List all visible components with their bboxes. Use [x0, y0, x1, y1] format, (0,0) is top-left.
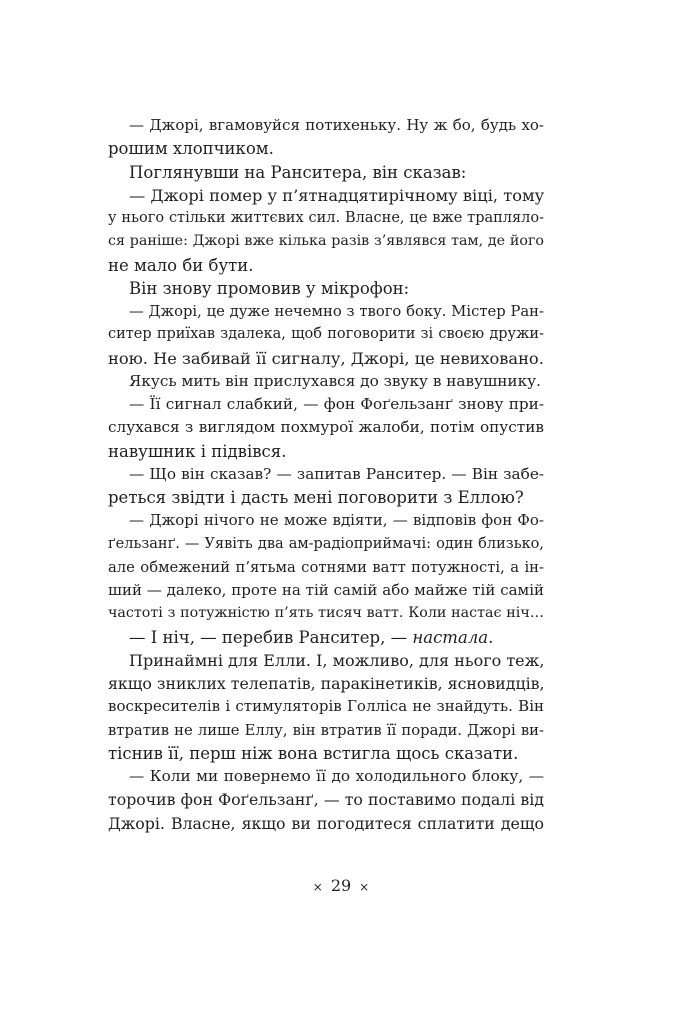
text-line	[108, 672, 544, 695]
text-line	[108, 370, 544, 393]
text-line	[108, 649, 544, 672]
text-line	[108, 719, 544, 742]
line-text: Він знову промовив у мікрофон:	[129, 278, 410, 298]
page-footer	[0, 876, 682, 897]
line-text: ґельзанґ. — Уявіть два ам-радіоприймачі: один близько,	[108, 535, 544, 552]
line-text: слухався з виглядом похмурої жалоби, потім опустив	[108, 418, 544, 437]
page-number: 29	[330, 876, 352, 895]
line-text: у нього стільки життєвих сил. Власне, це вже траплялo-	[108, 210, 544, 226]
body-text	[108, 114, 544, 835]
line-text: рошим хлопчиком.	[108, 139, 274, 159]
text-line	[108, 440, 544, 463]
line-text: — Її сигнал слабкий, — фон Фоґельзанґ знову при-	[129, 395, 544, 413]
footer-right-mark: ×	[359, 880, 370, 894]
line-text: воскресителів і стимуляторів Голліса не знайдуть. Він	[108, 697, 544, 716]
text-line	[108, 277, 544, 300]
line-text: частоті з потужністю п’ять тисяч ватт. Коли настає ніч…	[108, 605, 544, 622]
line-text: тіснив її, перш ніж вона встигла щось сказати.	[108, 743, 519, 763]
line-text: ною. Не забивай її сигналу, Джорі, це невиховано.	[108, 348, 544, 368]
line-text: — Джорі, це дуже нечемно з твого боку. Містер Ран-	[129, 303, 544, 320]
text-line	[108, 416, 544, 439]
footer-left-mark: ×	[312, 880, 323, 894]
text-line	[108, 788, 544, 811]
line-text: — Коли ми повернемо її до холодильного блоку, —	[129, 767, 544, 785]
italic-emphasis: настала	[412, 627, 489, 647]
text-line	[108, 626, 544, 649]
text-line	[108, 184, 544, 207]
line-text: але обмежений п’ятьма сотнями ватт потужності, а ін-	[108, 558, 544, 576]
text-line	[108, 742, 544, 765]
line-text: — Що він сказав? — запитав Ранситер. — Він забе-	[129, 464, 544, 483]
line-text: Принаймні для Елли. І, можливо, для нього теж,	[129, 650, 545, 670]
text-line	[108, 323, 544, 346]
line-text: якщо зниклих телепатів, паракінетиків, ясновидців,	[108, 674, 545, 693]
text-line	[108, 114, 544, 137]
line-text: Джорі. Власне, якщо ви погодитеся сплатити дещо	[108, 813, 544, 833]
line-text: навушник і підвівся.	[108, 441, 287, 461]
text-line	[108, 393, 544, 416]
text-line	[108, 230, 544, 253]
line-text: ся раніше: Джорі вже кілька разів з’являвся там, де його	[108, 233, 544, 250]
text-line	[108, 137, 544, 160]
text-line	[108, 463, 544, 486]
text-line	[108, 161, 544, 184]
line-text: не мало би бути.	[108, 255, 254, 275]
text-line	[108, 207, 544, 230]
text-line	[108, 695, 544, 718]
line-text: Поглянувши на Ранситера, він сказав:	[129, 162, 467, 182]
text-line	[108, 602, 544, 625]
line-text: — Джорі нічого не може вдіяти, — відповів фон Фо-	[129, 511, 544, 530]
text-line	[108, 533, 544, 556]
text-line	[108, 556, 544, 579]
text-line	[108, 300, 544, 323]
text-line	[108, 486, 544, 509]
line-text: торочив фон Фоґельзанґ, — то поставимо подалі від	[108, 790, 544, 810]
text-line	[108, 509, 544, 532]
line-text: реться звідти і дасть мені поговорити з Еллою?	[108, 488, 524, 507]
line-text: — Джорі помер у п’ятнадцятирічному віці, тому	[129, 185, 545, 205]
line-text: — І ніч, — перебив Ранситер, —	[129, 627, 408, 647]
text-line	[108, 347, 544, 370]
line-text: ший — далеко, проте на тій самій або майже тій самій	[108, 581, 544, 599]
line-text: Якусь мить він прислухався до звуку в навушнику.	[129, 371, 541, 390]
line-text: ситер приїхав здалека, щоб поговорити зі своєю дружи-	[108, 326, 544, 343]
text-line	[108, 254, 544, 277]
line-text: втратив не лише Еллу, він втратив її поради. Джорі ви-	[108, 721, 544, 739]
text-line	[108, 765, 544, 788]
text-line	[108, 812, 544, 835]
line-tail: .	[488, 627, 494, 647]
line-text: — Джорі, вгамовуйся потихеньку. Ну ж бо, будь хо-	[129, 116, 544, 134]
text-line	[108, 579, 544, 602]
